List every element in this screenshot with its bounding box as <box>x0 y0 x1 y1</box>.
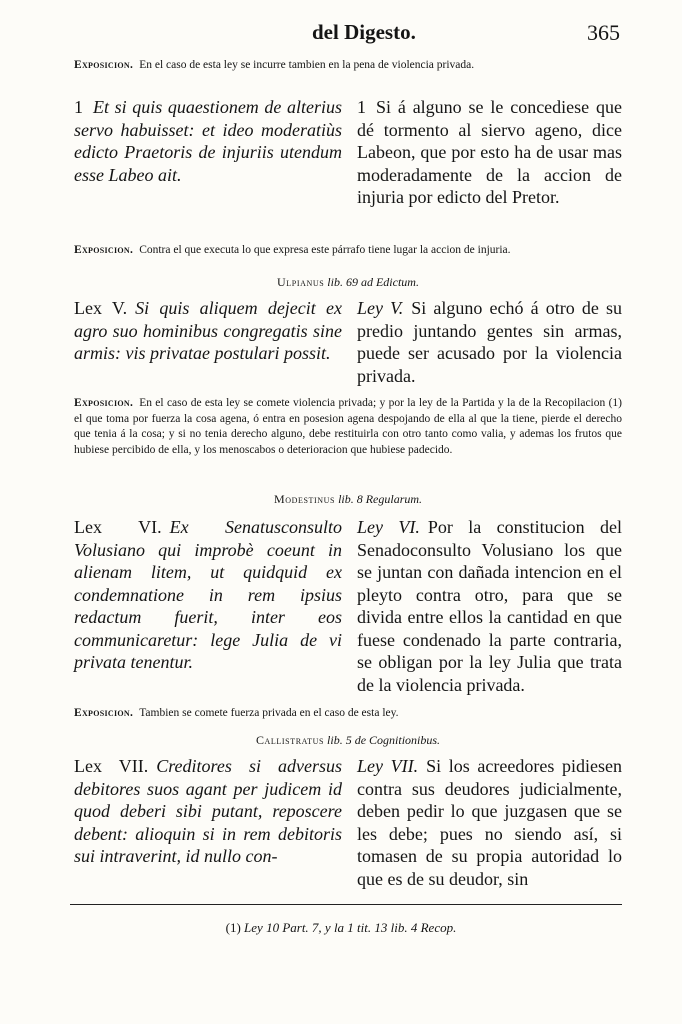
exposicion-label: Exposicion. <box>74 59 134 71</box>
lex-heading: Lex VII. <box>74 756 149 776</box>
lex-heading: Lex VI. <box>74 517 162 537</box>
footnote-divider <box>70 904 622 905</box>
exposicion-note <box>74 58 622 74</box>
footnote <box>0 920 682 936</box>
latin-column <box>74 297 342 365</box>
source-citation <box>74 733 622 748</box>
spanish-text: Si los acreedores pidiesen contra sus deudores judicialmente, deben pedir lo que juzgasen que se les debe; pues no siendo así, si tomasen de su propia autoridad lo que es de su deudor, sin <box>357 756 622 889</box>
latin-text: Et si quis quaestionem de alterius servo habuisset: et ideo moderatiùs edicto Praetoris de injuriis utendum esse Labeo ait. <box>74 97 342 185</box>
ley-heading: Ley V. <box>357 298 404 318</box>
latin-column <box>74 755 342 868</box>
lex-heading: Lex V. <box>74 298 128 318</box>
ley-heading: Ley VI. <box>357 517 420 537</box>
running-title: del Digesto. <box>312 20 416 44</box>
spanish-column <box>357 297 622 387</box>
spanish-text: Si alguno echó á otro de su predio juntando gentes sin armas, puede ser acusado por la violencia privada. <box>357 298 622 386</box>
spanish-column <box>357 755 622 890</box>
spanish-column <box>357 516 622 696</box>
exposicion-text: Contra el que executa lo que expresa este párrafo tiene lugar la accion de injuria. <box>139 244 511 256</box>
exposicion-text: En el caso de esta ley se incurre tambien en la pena de violencia privada. <box>139 59 475 71</box>
latin-column <box>74 96 342 186</box>
section-number: 1 <box>357 97 366 117</box>
latin-text: Ex Senatusconsulto Volusiano qui improbè coeunt in alienam litem, ut quidquid ex condemnatione in rem ipsius redactum fuerit, inter eos communicaretur: lege Julia de vi privata tenentur. <box>74 517 342 672</box>
source-citation <box>74 275 622 290</box>
section-number: 1 <box>74 97 83 117</box>
latin-text: Creditores si adversus debitores suos agant per judicem id quod deberi sibi putant, reposcere debent: alioquin si in rem debitoris sui intraverint, id nullo con- <box>74 756 342 866</box>
footnote-mark: (1) <box>225 920 241 935</box>
exposicion-text: Tambien se comete fuerza privada en el caso de esta ley. <box>139 707 399 719</box>
spanish-text: Por la constitucion del Senadoconsulto Volusiano los que se juntan con dañada intencion en el pleyto contra otro, para que se divida entre ellos la cantidad en que fuese condenado la parte contraria, se obligan por la ley Julia que trata de la violencia privada. <box>357 517 622 695</box>
footnote-text: Ley 10 Part. 7, y la 1 tit. 13 lib. 4 Recop. <box>244 920 457 935</box>
source-reference: lib. 8 Regularum. <box>338 492 423 506</box>
latin-text: Si quis aliquem dejecit ex agro suo hominibus congregatis sine armis: vis privatae postulari possit. <box>74 298 343 363</box>
page-number: 365 <box>587 20 620 45</box>
latin-column <box>74 516 342 674</box>
exposicion-label: Exposicion. <box>74 707 134 719</box>
spanish-column <box>357 96 622 209</box>
exposicion-note <box>74 396 622 458</box>
exposicion-label: Exposicion. <box>74 397 134 409</box>
source-author: Modestinus <box>273 492 336 506</box>
page-header <box>0 20 682 52</box>
exposicion-text: En el caso de esta ley se comete violencia privada; y por la ley de la Partida y la de la Recopilacion (1) el que toma por fuerza la cosa agena, ó entra en posesion agena despojando de ella al que la tiene, pierde el derecho que tenia á la cosa; y si no tenia derecho alguno, debe restituirla con otro tanto como valia, y ademas los frutos que hubiese percibido de ella, y los menoscabos o deterioracion que hubiese padecido. <box>74 397 622 456</box>
exposicion-note <box>74 706 622 722</box>
source-citation <box>74 492 622 507</box>
source-author: Ulpianus <box>277 275 325 289</box>
source-author: Callistratus <box>255 733 325 747</box>
exposicion-label: Exposicion. <box>74 244 134 256</box>
source-reference: lib. 69 ad Edictum. <box>327 275 419 289</box>
ley-heading: Ley VII. <box>357 756 419 776</box>
source-reference: lib. 5 de Cognitionibus. <box>327 733 441 747</box>
spanish-text: Si á alguno se le concediese que dé tormento al siervo ageno, dice Labeon, que por esto ha de usar mas moderadamente de la accion de injuria por edicto del Pretor. <box>357 97 622 207</box>
exposicion-note <box>74 243 622 259</box>
